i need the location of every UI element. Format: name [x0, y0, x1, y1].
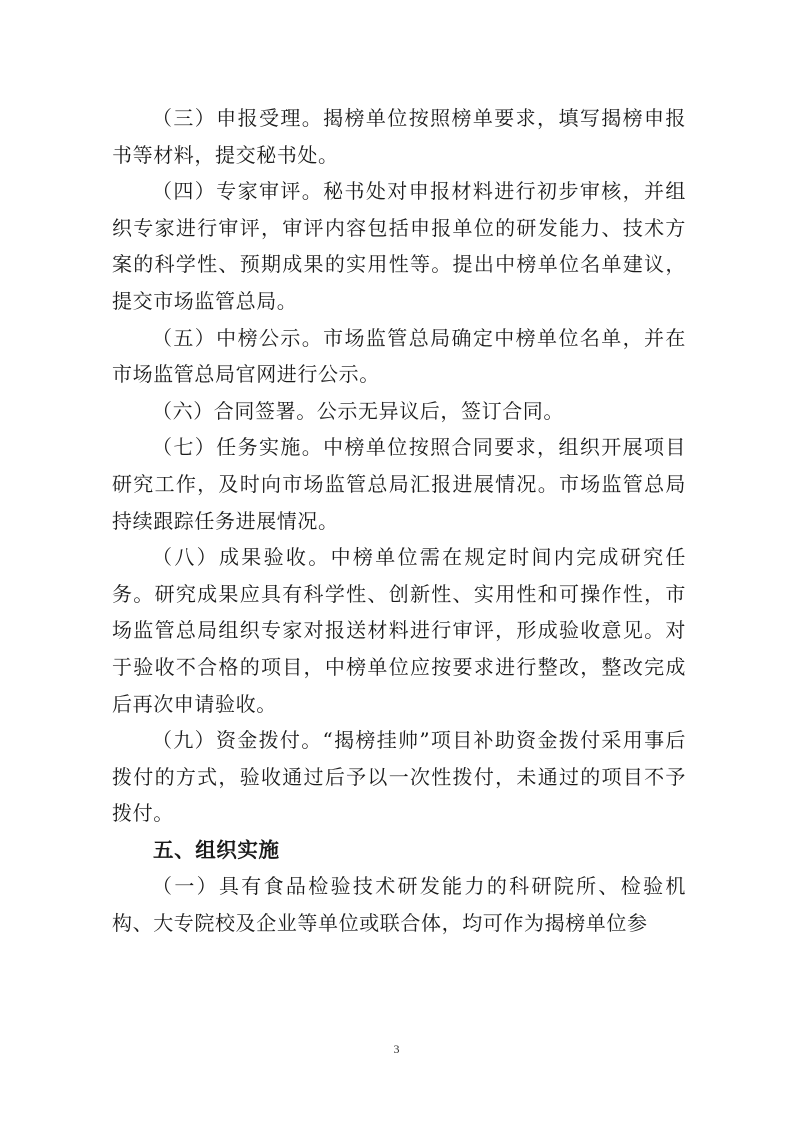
paragraph-publicity: （五）中榜公示。市场监管总局确定中榜单位名单，并在市场监管总局官网进行公示。 [112, 325, 686, 387]
section-heading: 五、组织实施 [153, 837, 280, 862]
paragraph-implementation: （七）任务实施。中榜单位按照合同要求，组织开展项目研究工作，及时向市场监管总局汇报进展情况。市场监管总局持续跟踪任务进展情况。 [112, 435, 686, 533]
paragraph-application: （三）申报受理。揭榜单位按照榜单要求，填写揭榜申报书等材料，提交秘书处。 [112, 106, 686, 167]
paragraph-acceptance: （八）成果验收。中榜单位需在规定时间内完成研究任务。研究成果应具有科学性、创新性、实用性和可操作性，市场监管总局组织专家对报送材料进行审评，形成验收意见。对于验收不合格的项目，中榜单位应按要求进行整改，整改完成后再次申请验收。 [112, 545, 686, 716]
paragraph-funding: （九）资金拨付。“揭榜挂帅”项目补助资金拨付采用事后拨付的方式，验收通过后予以一次性拨付，未通过的项目不予拨付。 [112, 728, 686, 826]
page-number: 3 [393, 1042, 400, 1056]
paragraph-contract: （六）合同签署。公示无异议后，签订合同。 [152, 398, 564, 423]
paragraph-expert-review: （四）专家审评。秘书处对申报材料进行初步审核，并组织专家进行审评，审评内容包括申报单位的研发能力、技术方案的科学性、预期成果的实用性等。提出中榜单位名单建议，提交市场监管总局。 [112, 179, 686, 313]
paragraph-eligibility: （一）具有食品检验技术研发能力的科研院所、检验机构、大专院校及企业等单位或联合体，均可作为揭榜单位参 [112, 874, 686, 936]
document-body [112, 100, 686, 942]
